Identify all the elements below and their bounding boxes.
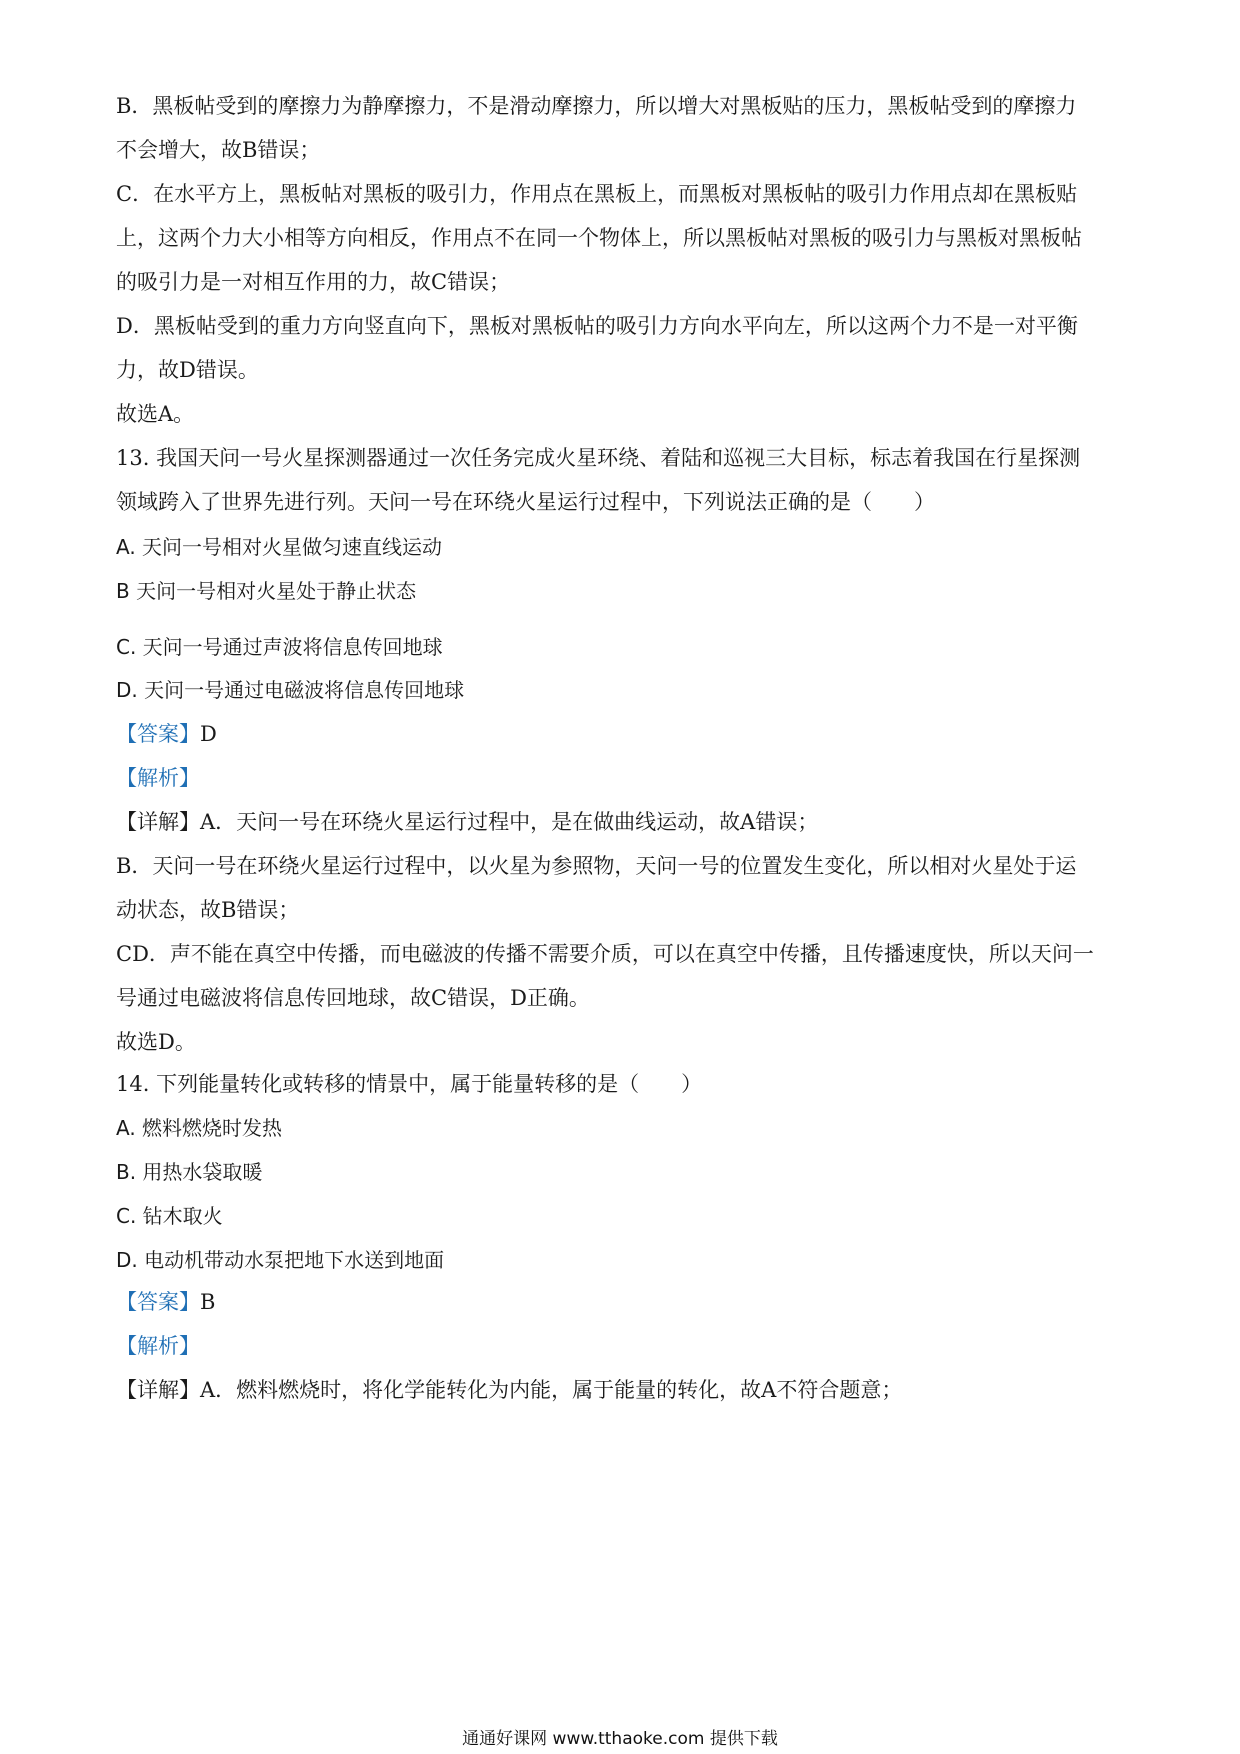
text-line: CD．声不能在真空中传播，而电磁波的传播不需要介质，可以在真空中传播，且传播速度快，所以天问一 xyxy=(116,942,1094,966)
analysis-tag: 【解析】 xyxy=(116,766,200,790)
question-14-option-d: D. 电动机带动水泵把地下水送到地面 xyxy=(116,1248,445,1272)
question-13-option-a: A. 天问一号相对火星做匀速直线运动 xyxy=(116,535,443,559)
question-14-stem: 14. 下列能量转化或转移的情景中，属于能量转移的是（ ） xyxy=(116,1072,703,1096)
text-line: C．在水平方上，黑板帖对黑板的吸引力，作用点在黑板上，而黑板对黑板帖的吸引力作用点却在黑板贴 xyxy=(116,182,1078,206)
answer-line xyxy=(116,1288,215,1316)
page-footer: 通通好课网 www.tthaoke.com 提供下载 xyxy=(462,1729,778,1749)
text-line: 不会增大，故B错误； xyxy=(116,138,321,162)
text-line: 上，这两个力大小相等方向相反，作用点不在同一个物体上，所以黑板帖对黑板的吸引力与黑板对黑板帖 xyxy=(116,226,1082,250)
question-13-option-b: B 天问一号相对火星处于静止状态 xyxy=(116,579,417,603)
text-line: 【详解】A．燃料燃烧时，将化学能转化为内能，属于能量的转化，故A不符合题意； xyxy=(116,1378,903,1402)
text-line: B．天问一号在环绕火星运行过程中，以火星为参照物，天问一号的位置发生变化，所以相对火星处于运 xyxy=(116,854,1077,878)
answer-value: B xyxy=(200,1290,216,1314)
answer-tag: 【答案】 xyxy=(116,1290,200,1314)
question-14-option-c: C. 钻木取火 xyxy=(116,1204,223,1228)
text-line: 【详解】A．天问一号在环绕火星运行过程中，是在做曲线运动，故A错误； xyxy=(116,810,819,834)
text-line: B．黑板帖受到的摩擦力为静摩擦力，不是滑动摩擦力，所以增大对黑板贴的压力，黑板帖受到的摩擦力 xyxy=(116,94,1077,118)
question-13-stem: 13. 我国天问一号火星探测器通过一次任务完成火星环绕、着陆和巡视三大目标，标志着我国在行星探测 xyxy=(116,446,1081,470)
text-line: D．黑板帖受到的重力方向竖直向下，黑板对黑板帖的吸引力方向水平向左，所以这两个力不是一对平衡 xyxy=(116,314,1078,338)
question-13-stem: 领域跨入了世界先进行列。天问一号在环绕火星运行过程中，下列说法正确的是（ ） xyxy=(116,490,935,514)
text-line: 力，故D错误。 xyxy=(116,358,259,382)
answer-line xyxy=(116,720,217,748)
text-line: 的吸引力是一对相互作用的力，故C错误； xyxy=(116,270,511,294)
text-line: 号通过电磁波将信息传回地球，故C错误，D正确。 xyxy=(116,986,590,1010)
text-line: 动状态，故B错误； xyxy=(116,898,300,922)
question-13-option-c: C. 天问一号通过声波将信息传回地球 xyxy=(116,635,443,659)
question-13-option-d: D. 天问一号通过电磁波将信息传回地球 xyxy=(116,678,465,702)
question-14-option-b: B. 用热水袋取暖 xyxy=(116,1160,263,1184)
analysis-tag: 【解析】 xyxy=(116,1334,200,1358)
answer-tag: 【答案】 xyxy=(116,722,200,746)
question-14-option-a: A. 燃料燃烧时发热 xyxy=(116,1116,283,1140)
text-line: 故选D。 xyxy=(116,1030,196,1054)
answer-value: D xyxy=(200,722,217,746)
text-line: 故选A。 xyxy=(116,402,195,426)
